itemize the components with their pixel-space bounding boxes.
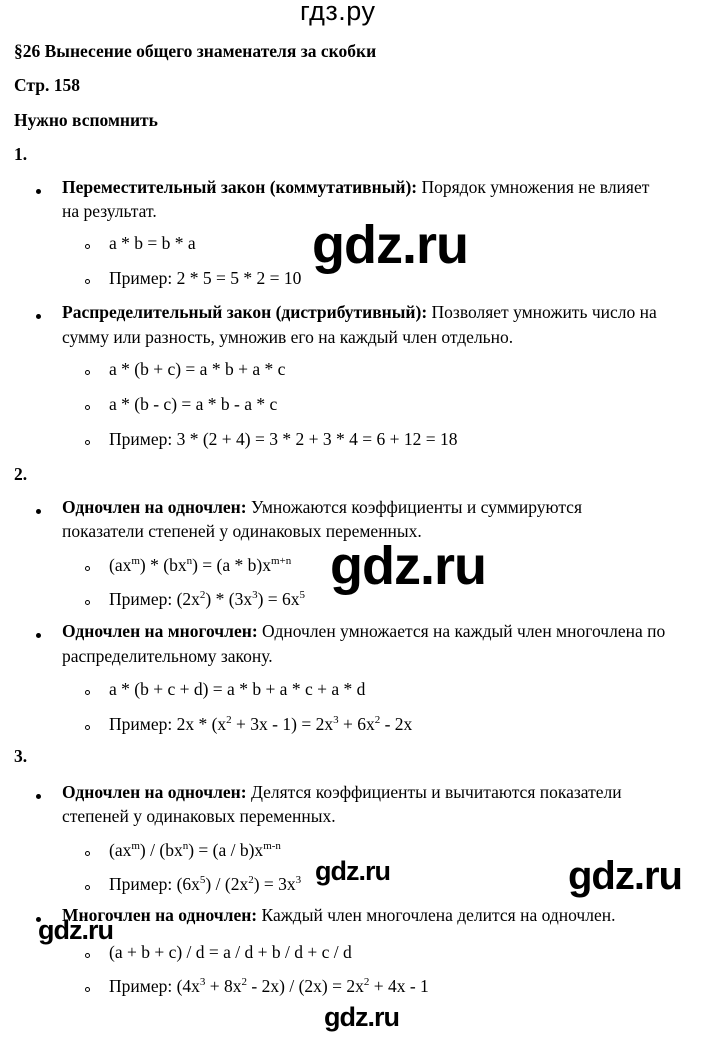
watermark-logo: gdz.ru — [312, 215, 468, 275]
term: Переместительный закон (коммутативный): — [62, 177, 418, 197]
item-text: Умножаются коэффициенты и суммируются — [246, 497, 582, 517]
watermark-logo: gdz.ru — [324, 1002, 399, 1032]
formula: $(ax^m) * (bx^n) = (a * b)x^{m+n}$ — [109, 555, 292, 575]
list-item — [62, 905, 615, 926]
example: Пример: 2 * 5 = 5 * 2 = 10 — [109, 268, 302, 288]
term: Одночлен на одночлен: — [62, 782, 247, 802]
page-title: §26 Вынесение общего знаменателя за скобки — [14, 41, 377, 61]
sub-bullet-icon — [85, 279, 90, 284]
list-item — [62, 497, 582, 518]
example: Пример: $(6x^5) / (2x^2) = 3x^3$ — [109, 874, 302, 894]
item-text: Позволяет умножить число на — [427, 302, 657, 322]
bullet-icon — [36, 509, 41, 514]
bullet-icon — [36, 189, 41, 194]
sub-bullet-icon — [85, 244, 90, 249]
item-text: Каждый член многочлена делится на одночлен. — [257, 905, 616, 925]
item-text: Одночлен умножается на каждый член многочлена по — [257, 621, 666, 641]
bullet-icon — [36, 794, 41, 799]
bullet-icon — [36, 633, 41, 638]
item-text-continued: распределительному закону. — [62, 646, 273, 666]
sub-bullet-icon — [85, 987, 90, 992]
sub-bullet-icon — [85, 885, 90, 890]
term: Одночлен на многочлен: — [62, 621, 258, 641]
sub-bullet-icon — [85, 405, 90, 410]
sub-bullet-icon — [85, 370, 90, 375]
item-text-continued: степеней у одинаковых переменных. — [62, 806, 336, 826]
formula: (a + b + c) / d = a / d + b / d + c / d — [109, 942, 352, 962]
section-number: 2. — [14, 464, 28, 484]
example: Пример: $2x * (x^2 + 3x - 1) = 2x^3 + 6x^2 - 2x$ — [109, 714, 413, 734]
list-item — [62, 177, 649, 198]
sub-bullet-icon — [85, 953, 90, 958]
term: Одночлен на одночлен: — [62, 497, 247, 517]
item-text-continued: на результат. — [62, 201, 157, 221]
term: Распределительный закон (дистрибутивный): — [62, 302, 428, 322]
sub-bullet-icon — [85, 725, 90, 730]
bullet-icon — [36, 314, 41, 319]
example: Пример: $(4x^3 + 8x^2 - 2x) / (2x) = 2x^2 + 4x - 1$ — [109, 976, 429, 996]
item-text: Делятся коэффициенты и вычитаются показатели — [246, 782, 622, 802]
formula: $(ax^m) / (bx^n) = (a / b)x^{m-n}$ — [109, 840, 281, 860]
formula: a * (b + c) = a * b + a * c — [109, 359, 286, 379]
watermark-logo: gdz.ru — [315, 856, 390, 886]
formula: a * (b + c + d) = a * b + a * c + a * d — [109, 679, 366, 699]
term: Многочлен на одночлен: — [62, 905, 258, 925]
watermark-logo: gdz.ru — [38, 915, 113, 945]
sub-bullet-icon — [85, 851, 90, 856]
sub-bullet-icon — [85, 440, 90, 445]
list-item — [62, 782, 622, 803]
sub-bullet-icon — [85, 600, 90, 605]
list-item — [62, 621, 665, 642]
formula: a * b = b * a — [109, 233, 196, 253]
sub-bullet-icon — [85, 690, 90, 695]
section-number: 1. — [14, 144, 28, 164]
section-number: 3. — [14, 746, 28, 766]
sub-bullet-icon — [85, 566, 90, 571]
watermark-logo: gdz.ru — [330, 536, 486, 596]
site-title[interactable]: гдз.ру — [300, 0, 376, 26]
page-reference: Стр. 158 — [14, 75, 80, 95]
formula: a * (b - c) = a * b - a * c — [109, 394, 278, 414]
item-text: Порядок умножения не влияет — [417, 177, 650, 197]
example: Пример: 3 * (2 + 4) = 3 * 2 + 3 * 4 = 6 + 12 = 18 — [109, 429, 458, 449]
example: Пример: $(2x^2) * (3x^3) = 6x^5$ — [109, 589, 306, 609]
item-text-continued: сумму или разность, умножив его на каждый член отдельно. — [62, 327, 514, 347]
list-item — [62, 302, 657, 323]
subheading: Нужно вспомнить — [14, 110, 158, 130]
watermark-logo: gdz.ru — [568, 854, 682, 898]
item-text-continued: показатели степеней у одинаковых переменных. — [62, 521, 422, 541]
